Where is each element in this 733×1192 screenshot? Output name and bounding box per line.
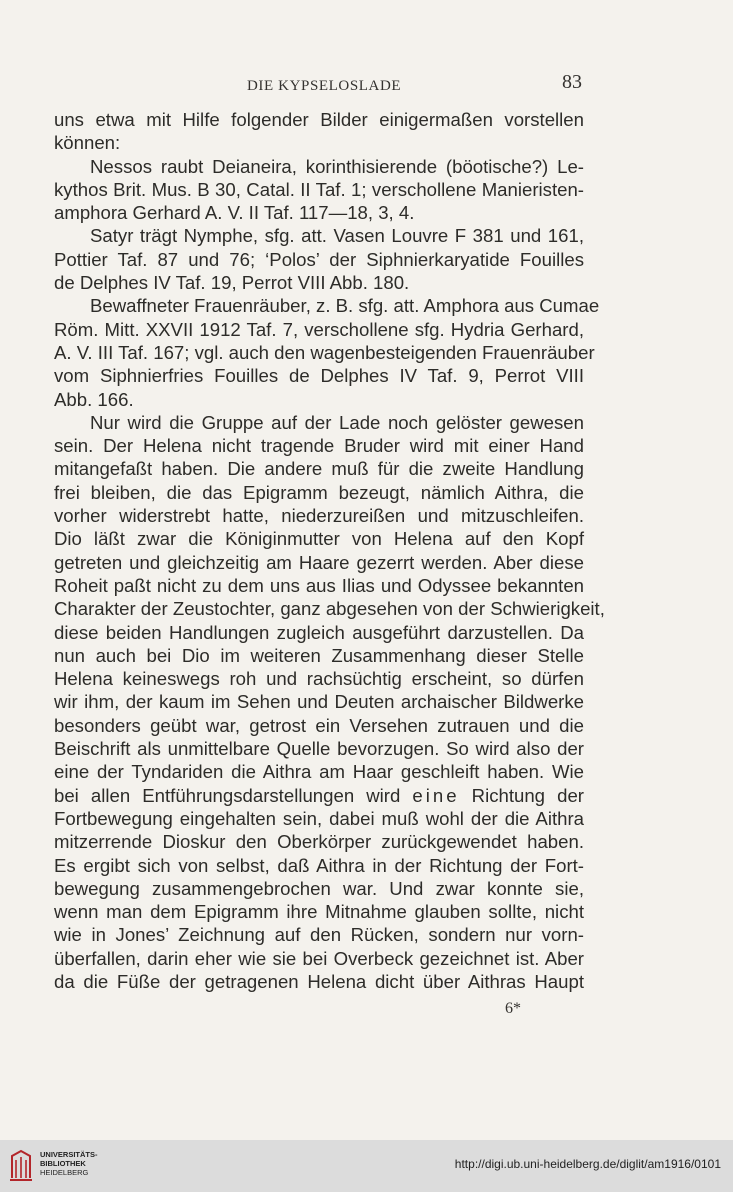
text-line: überfallen, darin eher wie sie bei Overbeck gezeichnet ist. Aber [54,947,584,969]
text-line: Fortbewegung eingehalten sein, dabei muß wohl der die Aithra [54,807,584,829]
library-name-line: HEIDELBERG [40,1168,89,1177]
text-line: Charakter der Zeustochter, ganz abgesehen von der Schwierigkeit, [54,598,605,620]
text-line: Röm. Mitt. XXVII 1912 Taf. 7, verschollene sfg. Hydria Gerhard, [54,318,584,340]
text-line: Bewaffneter Frauenräuber, z. B. sfg. att. Amphora aus Cumae [90,295,600,317]
running-title: DIE KYPSELOSLADE [247,78,402,94]
text-line: mitzerrende Dioskur den Oberkörper zurückgewendet haben. [54,831,584,853]
text-line: kythos Brit. Mus. B 30, Catal. II Taf. 1; verschollene Manieristen- [54,178,584,200]
text-line: da die Füße der getragenen Helena dicht über Aithras Haupt [54,970,584,992]
page-header [0,70,733,100]
text-line: diese beiden Handlungen zugleich ausgeführt darzustellen. Da [54,621,584,643]
text-line: bewegung zusammengebrochen war. Und zwar konnte sie, [54,877,584,899]
text-line: Satyr trägt Nymphe, sfg. att. Vasen Louvre F 381 und 161, [90,225,584,247]
text-line: Abb. 166. [54,388,134,410]
text-line: mitangefaßt haben. Die andere muß für die zweite Handlung [54,458,584,480]
footer-bar [0,1140,733,1192]
text-line: Pottier Taf. 87 und 76; ‘Polos’ der Siphnierkaryatide Fouilles [54,248,584,270]
heidelberg-library-logo-icon[interactable] [8,1148,34,1184]
text-line: Dio läßt zwar die Königinmutter von Helena auf den Kopf [54,528,584,550]
text-line: amphora Gerhard A. V. II Taf. 117—18, 3, 4. [54,202,415,224]
text-line: Es ergibt sich von selbst, daß Aithra in der Richtung der Fort- [54,854,584,876]
emphasized-word: eine [412,784,460,806]
text-line: wenn man dem Epigramm ihre Mitnahme glauben sollte, nicht [54,901,584,923]
library-name-line: UNIVERSITÄTS- [40,1150,98,1159]
library-name [40,1150,98,1177]
text-line: uns etwa mit Hilfe folgender Bilder einigermaßen vorstellen [54,109,584,130]
text-line: wir ihm, der kaum im Sehen und Deuten archaischer Bildwerke [54,691,584,713]
text-line: Beischrift als unmittelbare Quelle bevorzugen. So wird also der [54,738,584,760]
text-line: Nessos raubt Deianeira, korinthisierende (böotische?) Le- [90,155,584,177]
text-line: Nur wird die Gruppe auf der Lade noch gelöster gewesen [90,411,584,433]
signature-mark: 6* [505,1000,521,1017]
text-line: de Delphes IV Taf. 19, Perrot VIII Abb. 180. [54,272,410,294]
text-line: eine der Tyndariden die Aithra am Haar geschleift haben. Wie [54,761,584,783]
text-line: wie in Jones’ Zeichnung auf den Rücken, sondern nur vorn- [54,924,584,946]
text-line: besonders geübt war, getrost ein Versehen zutrauen und die [54,714,584,736]
text-line: getreten und gleichzeitig am Haare gezerrt werden. Aber diese [54,551,584,573]
text-line: vorher widerstrebt hatte, niederzureißen und mitzuschleifen. [54,505,584,527]
library-name-line: BIBLIOTHEK [40,1159,86,1168]
text-line: nun auch bei Dio im weiteren Zusammenhang dieser Stelle [54,644,584,666]
text-fragment: Richtung der [471,784,584,806]
text-line: vom Siphnierfries Fouilles de Delphes IV Taf. 9, Perrot VIII [54,365,584,387]
page-number: 83 [562,71,582,93]
text-line: sein. Der Helena nicht tragende Bruder wird mit einer Hand [54,435,584,457]
permalink-url[interactable]: http://digi.ub.uni-heidelberg.de/diglit/am1916/0101 [454,1157,721,1171]
body-text [54,108,605,993]
text-line-spaced [54,784,584,807]
text-line: Helena keineswegs roh und rachsüchtig erscheint, so dürfen [54,668,584,690]
text-line: können: [54,132,121,154]
text-line: A. V. III Taf. 167; vgl. auch den wagenbesteigenden Frauenräuber [54,341,595,363]
text-line: frei bleiben, die das Epigramm bezeugt, nämlich Aithra, die [54,481,584,503]
text-fragment: bei allen Entführungsdarstellungen wird [54,784,401,806]
text-line: Roheit paßt nicht zu dem uns aus Ilias und Odyssee bekannten [54,574,584,596]
